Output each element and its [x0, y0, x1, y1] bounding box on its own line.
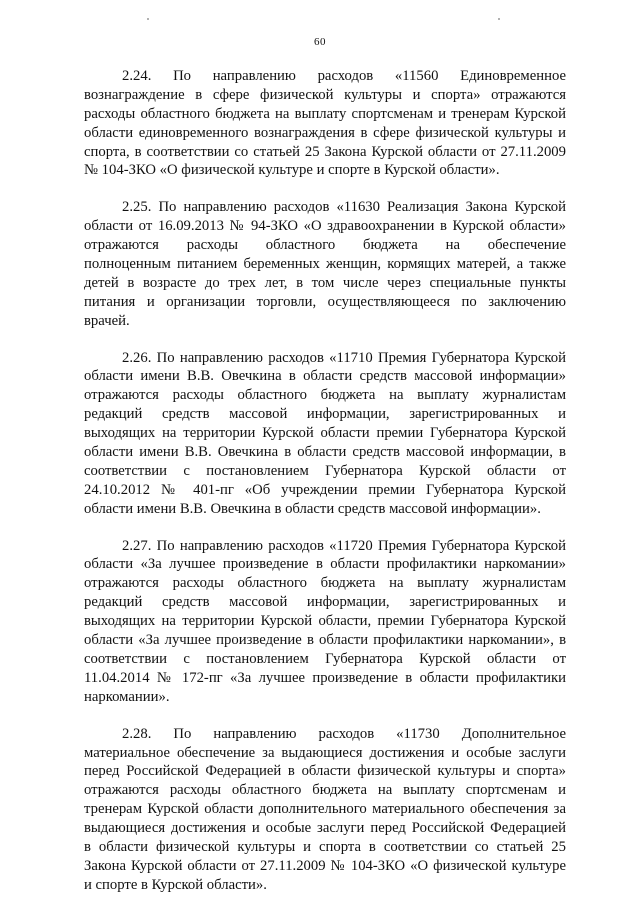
text-line: перед Российской Федерацией в области физической культуры и спорта»: [84, 763, 566, 780]
text-line: отражаются расходы областного бюджета на обеспечение: [84, 237, 566, 254]
text-line: области имени В.В. Овечкина в области средств массовой информации, в: [84, 444, 566, 461]
text-line: редакций средств массовой информации, зарегистрированных и: [84, 594, 566, 611]
text-line: области «За лучшее произведение в области профилактики наркомании»: [84, 556, 566, 573]
text-line: расходы областного бюджета на выплату спортсменам и тренерам Курской: [84, 105, 566, 122]
text-line: № 104-ЗКО «О физической культуре и спорте в Курской области».: [84, 162, 500, 179]
text-line: выходящих на территории Курской области, премии Губернатора Курской: [84, 613, 566, 630]
text-line: врачей.: [84, 312, 130, 329]
text-line: 24.10.2012 № 401-пг «Об учреждении премии Губернатора Курской: [84, 481, 566, 498]
text-line: спорта, в соответствии со статьей 25 Закона Курской области от 27.11.2009: [84, 143, 566, 160]
text-line: 2.26. По направлению расходов «11710 Премия Губернатора Курской: [122, 349, 566, 366]
text-line: области единовременного вознаграждения в сфере физической культуры и: [84, 124, 566, 141]
text-line: соответствии с постановлением Губернатора Курской области от: [84, 462, 566, 479]
text-line: 2.25. По направлению расходов «11630 Реализация Закона Курской: [122, 199, 566, 216]
text-line: детей в возрасте до трех лет, в том числе через специальные пункты: [84, 274, 566, 291]
text-line: 11.04.2014 № 172-пг «За лучшее произведение в области профилактики: [84, 669, 566, 686]
paragraph-gap: [84, 180, 566, 198]
text-line: 2.28. По направлению расходов «11730 Дополнительное: [122, 725, 566, 742]
scan-speck: [498, 18, 500, 20]
text-line: материальное обеспечение за выдающиеся достижения и особые заслуги: [84, 744, 566, 761]
paragraph-2-24: [84, 67, 566, 180]
text-line: 2.27. По направлению расходов «11720 Премия Губернатора Курской: [122, 537, 566, 554]
text-line: питания и организации торговли, осуществляющееся по заключению: [84, 293, 566, 310]
paragraph-gap: [84, 331, 566, 349]
text-line: отражаются расходы областного бюджета на выплату спортсменам и: [84, 782, 566, 799]
text-line: тренерам Курской области дополнительного материального обеспечения за: [84, 801, 566, 818]
paragraph-2-26: [84, 349, 566, 519]
paragraph-gap: [84, 519, 566, 537]
text-line: вознаграждение в сфере физической культуры и спорта» отражаются: [84, 86, 566, 103]
page-number: 60: [314, 36, 326, 48]
text-line: в области физической культуры и спорта в соответствии со статьей 25: [84, 838, 566, 855]
text-line: области имени В.В. Овечкина в области средств массовой информации»: [84, 368, 566, 385]
text-line: области имени В.В. Овечкина в области средств массовой информации».: [84, 500, 541, 517]
paragraph-2-25: [84, 198, 566, 330]
text-line: Закона Курской области от 27.11.2009 № 104-ЗКО «О физической культуре: [84, 857, 566, 874]
document-body: [84, 67, 566, 895]
text-line: и спорте в Курской области».: [84, 876, 267, 893]
text-line: отражаются расходы областного бюджета на выплату журналистам: [84, 387, 566, 404]
paragraph-2-28: [84, 725, 566, 895]
text-line: наркомании».: [84, 688, 170, 705]
paragraph-2-27: [84, 537, 566, 707]
text-line: выходящих на территории Курской области премии Губернатора Курской: [84, 425, 566, 442]
text-line: полноценным питанием беременных женщин, кормящих матерей, а также: [84, 256, 566, 273]
text-line: 2.24. По направлению расходов «11560 Единовременное: [122, 68, 566, 84]
text-line: области «За лучшее произведение в области профилактики наркомании», в: [84, 632, 566, 649]
scan-speck: [147, 18, 149, 20]
text-line: области от 16.09.2013 № 94-ЗКО «О здравоохранении в Курской области»: [84, 218, 566, 235]
text-line: соответствии с постановлением Губернатора Курской области от: [84, 650, 566, 667]
text-line: выдающиеся достижения и особые заслуги перед Российской Федерацией: [84, 820, 566, 837]
text-line: отражаются расходы областного бюджета на выплату журналистам: [84, 575, 566, 592]
paragraph-gap: [84, 707, 566, 725]
text-line: редакций средств массовой информации, зарегистрированных и: [84, 406, 566, 423]
